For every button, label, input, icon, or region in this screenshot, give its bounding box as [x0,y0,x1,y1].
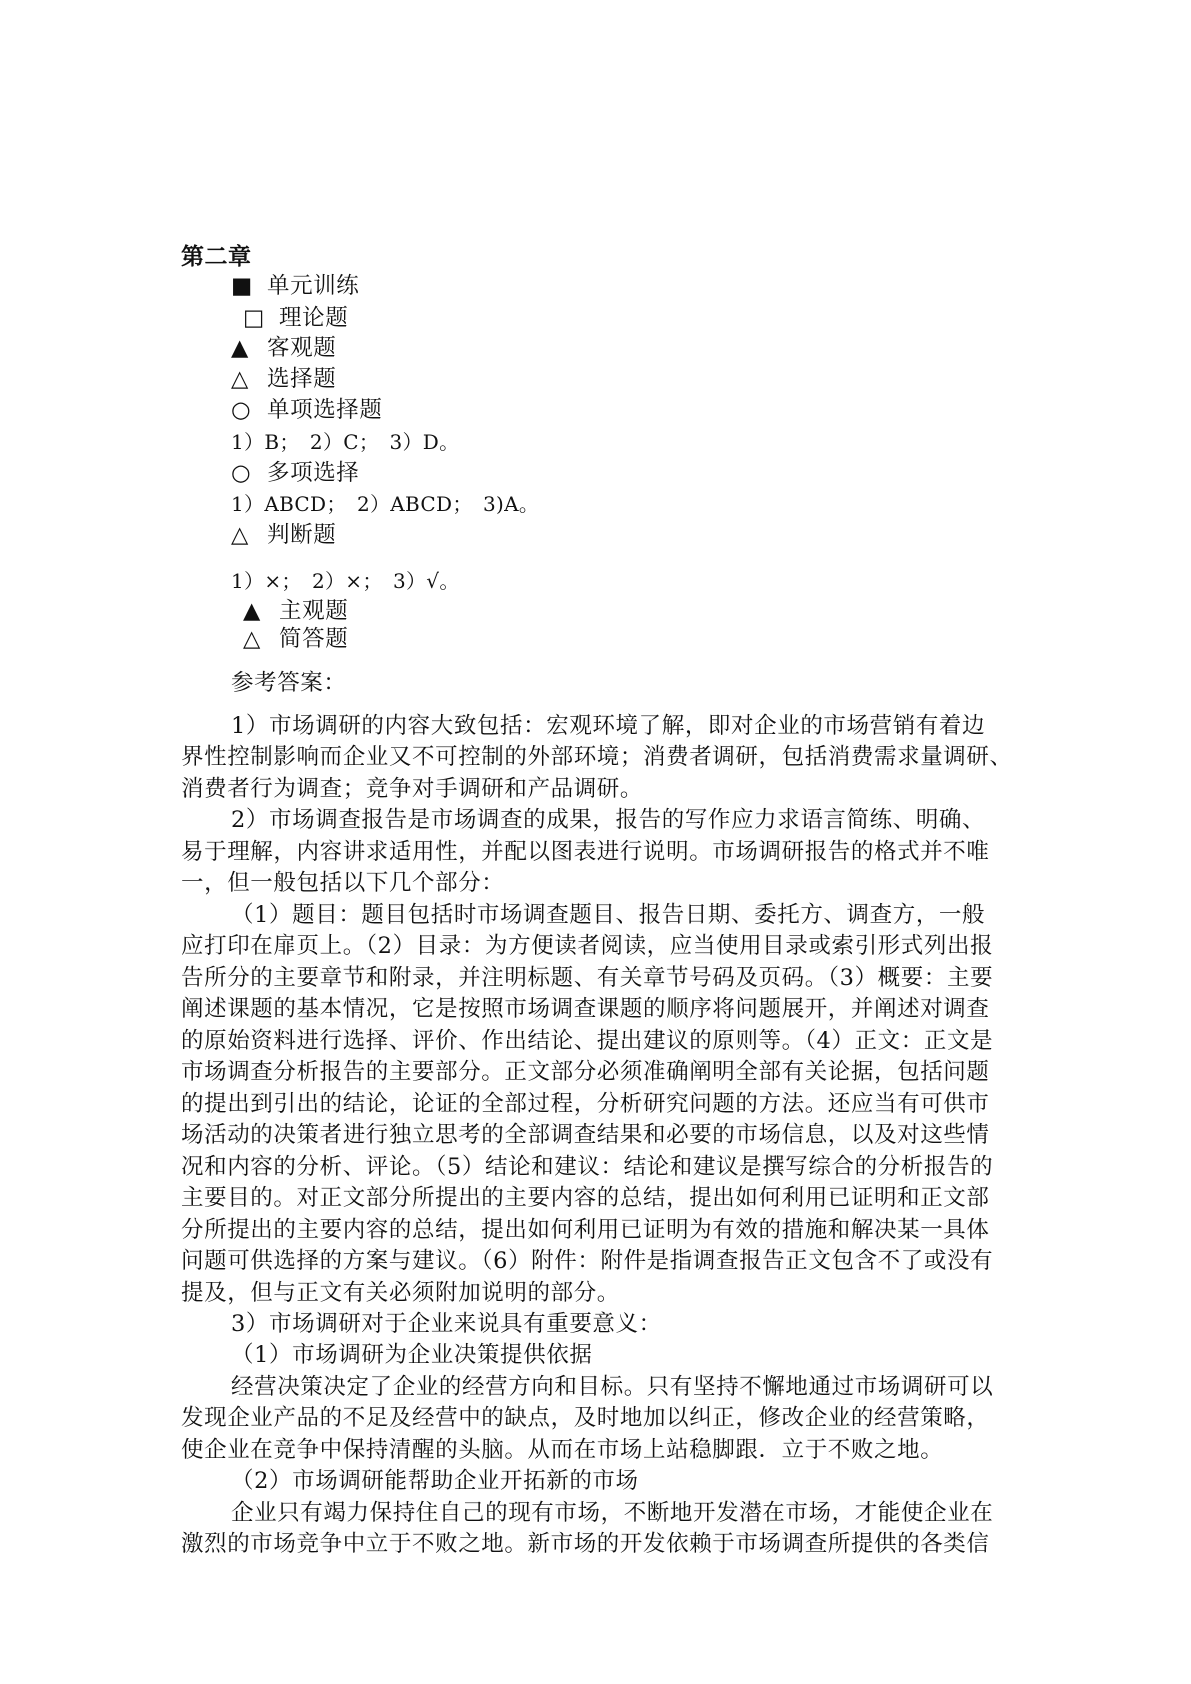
outline-item [231,364,336,394]
outline-item [243,596,348,626]
paragraph-line: 问题可供选择的方案与建议。（6）附件：附件是指调查报告正文包含不了或没有 [181,1248,994,1274]
paragraph-line: 况和内容的分析、评论。（5）结论和建议：结论和建议是撰写综合的分析报告的 [181,1154,994,1180]
paragraph-line: 告所分的主要章节和附录，并注明标题、有关章节号码及页码。（3）概要：主要 [181,965,994,991]
outline-text: 理论题 [279,305,349,331]
paragraph-line: 场活动的决策者进行独立思考的全部调查结果和必要的市场信息，以及对这些情 [181,1122,990,1148]
circle-icon: ○ [231,460,252,486]
outline-item [231,333,336,363]
outline-text: 单项选择题 [267,397,383,423]
filled-triangle-icon: ▲ [243,598,261,624]
paragraph-line: 阐述课题的基本情况，它是按照市场调查课题的顺序将问题展开，并阐述对调查 [181,996,990,1022]
paragraph-line: 应打印在扉页上。（2）目录：为方便读者阅读，应当使用目录或索引形式列出报 [181,933,994,959]
paragraph-line: 易于理解，内容讲求适用性，并配以图表进行说明。市场调研报告的格式并不唯 [181,839,990,865]
multiple-choice-answers: 1）ABCD； 2）ABCD； 3)A。 [231,492,540,516]
outline-text: 选择题 [267,366,337,392]
paragraph-line: 经营决策决定了企业的经营方向和目标。只有坚持不懈地通过市场调研可以 [231,1374,994,1400]
single-choice-answers: 1）B； 2）C； 3）D。 [231,430,460,454]
paragraph-line: 界性控制影响而企业又不可控制的外部环境；消费者调研，包括消费需求量调研、 [181,744,1013,770]
paragraph-line: 提及，但与正文有关必须附加说明的部分。 [181,1280,620,1306]
true-false-answers: 1）×； 2）×； 3）√。 [231,569,460,593]
filled-square-icon: ■ [231,273,253,299]
paragraph-line: （1）市场调研为企业决策提供依据 [231,1342,593,1368]
paragraph-line: 分所提出的主要内容的总结，提出如何利用已证明为有效的措施和解决某一具体 [181,1217,990,1243]
outline-item [231,395,383,425]
reference-answer-label: 参考答案： [231,670,347,696]
empty-triangle-icon: △ [231,522,249,548]
paragraph-line: （1）题目：题目包括时市场调查题目、报告日期、委托方、调查方，一般 [231,902,986,928]
paragraph-line: 发现企业产品的不足及经营中的缺点，及时地加以纠正，修改企业的经营策略， [181,1405,990,1431]
paragraph-line: 一，但一般包括以下几个部分： [181,870,505,896]
empty-triangle-icon: △ [231,366,249,392]
circle-icon: ○ [231,397,252,423]
outline-text: 判断题 [267,522,337,548]
outline-text: 客观题 [267,335,337,361]
paragraph-line: 主要目的。对正文部分所提出的主要内容的总结，提出如何利用已证明和正文部 [181,1185,990,1211]
paragraph-line: 3）市场调研对于企业来说具有重要意义： [231,1311,662,1337]
outline-item [231,458,359,488]
outline-text: 单元训练 [267,273,360,299]
outline-text: 多项选择 [267,460,360,486]
filled-triangle-icon: ▲ [231,335,249,361]
empty-square-icon: □ [243,305,265,331]
paragraph-line: 使企业在竞争中保持清醒的头脑。从而在市场上站稳脚跟．立于不败之地。 [181,1437,944,1463]
outline-item [231,520,336,550]
outline-text: 简答题 [279,626,349,652]
paragraph-line: 消费者行为调查；竞争对手调研和产品调研。 [181,776,644,802]
chapter-title: 第二章 [181,244,252,270]
outline-item [231,271,359,301]
paragraph-line: 2）市场调查报告是市场调查的成果，报告的写作应力求语言简练、明确、 [231,807,986,833]
outline-item [243,624,348,654]
paragraph-line: 1）市场调研的内容大致包括：宏观环境了解，即对企业的市场营销有着边 [231,713,986,739]
paragraph-line: 市场调查分析报告的主要部分。正文部分必须准确阐明全部有关论据，包括问题 [181,1059,990,1085]
empty-triangle-icon: △ [243,626,261,652]
outline-item [243,303,348,333]
paragraph-line: 的提出到引出的结论，论证的全部过程，分析研究问题的方法。还应当有可供市 [181,1091,990,1117]
paragraph-line: 企业只有竭力保持住自己的现有市场，不断地开发潜在市场，才能使企业在 [231,1500,994,1526]
paragraph-line: 的原始资料进行选择、评价、作出结论、提出建议的原则等。（4）正文：正文是 [181,1028,994,1054]
paragraph-line: （2）市场调研能帮助企业开拓新的市场 [231,1468,639,1494]
outline-text: 主观题 [279,598,349,624]
paragraph-line: 激烈的市场竞争中立于不败之地。新市场的开发依赖于市场调查所提供的各类信 [181,1531,990,1557]
